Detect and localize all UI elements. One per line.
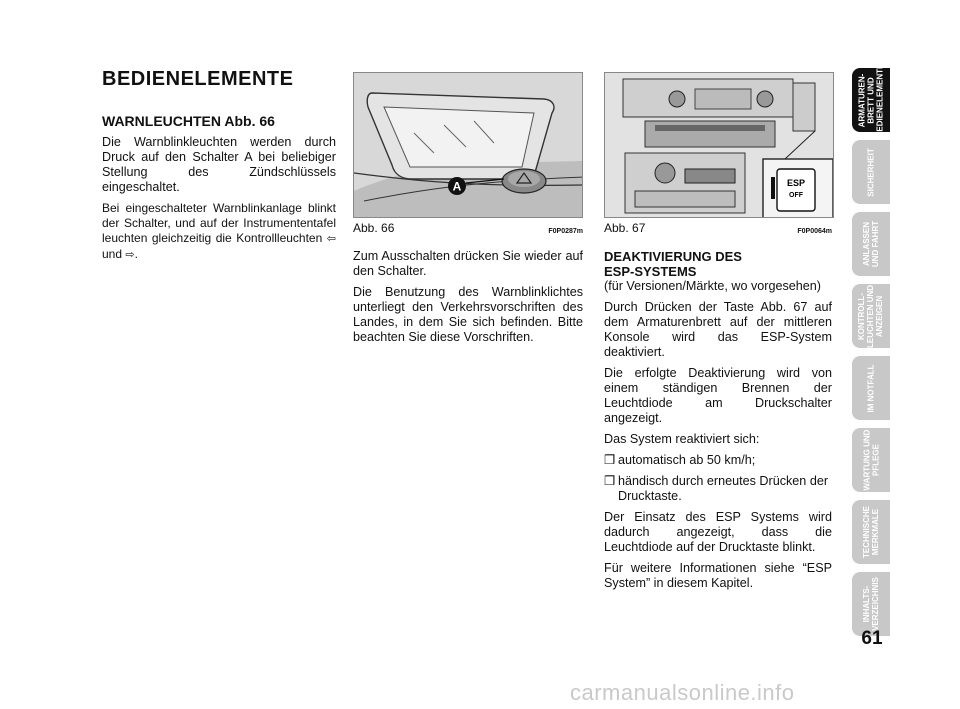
paragraph-esp-4: Der Einsatz des ESP Systems wird dadurch angezeigt, dass die Leuchtdiode auf der Drucktaste blinkt. <box>604 510 832 554</box>
column-1 <box>102 68 336 269</box>
list-item <box>604 453 832 468</box>
tab-anlassen[interactable] <box>852 212 890 276</box>
tab-label: WARTUNG UND PFLEGE <box>862 429 881 491</box>
figure-67-caption-row <box>604 221 832 235</box>
tab-armaturenbrett[interactable] <box>852 63 890 137</box>
chapter-tabs <box>852 63 890 644</box>
page-title: BEDIENELEMENTE <box>102 68 294 90</box>
off-label: OFF <box>789 192 803 199</box>
column-3 <box>604 72 832 597</box>
esp-heading-line-1: DEAKTIVIERUNG DES <box>604 249 742 264</box>
tab-wartung[interactable] <box>852 428 890 492</box>
figure-66-code: F0P0287m <box>548 228 583 235</box>
figure-66-caption: Abb. 66 <box>353 221 395 235</box>
tab-label: IM NOTFALL <box>866 364 876 412</box>
label-a: A <box>452 179 462 194</box>
turn-right-icon: ⇨ <box>125 249 135 261</box>
figure-67-console-image <box>604 72 834 218</box>
esp-heading-line-2: ESP-SYSTEMS <box>604 264 697 279</box>
section-heading-warnleuchten: WARNLEUCHTEN Abb. 66 <box>102 113 275 129</box>
esp-label: ESP <box>786 178 806 188</box>
paragraph-esp-2: Die erfolgte Deaktivierung wird von einem ständigen Brennen der Leuchtdiode am Druckschalter angezeigt. <box>604 366 832 425</box>
watermark: carmanualsonline.info <box>570 680 795 705</box>
and-word: und <box>102 247 123 261</box>
figure-67-caption: Abb. 67 <box>604 221 646 235</box>
figure-66-caption-row <box>353 221 583 235</box>
page-number: 61 <box>861 628 883 649</box>
tab-inhaltsverzeichnis[interactable] <box>852 572 890 636</box>
checkbox-bullet-icon: ❒ <box>604 453 616 467</box>
paragraph-esp-3: Das System reaktiviert sich: <box>604 432 760 446</box>
esp-off-button <box>777 169 815 211</box>
checkbox-bullet-icon: ❒ <box>604 474 616 488</box>
tab-sicherheit[interactable] <box>852 140 890 204</box>
column-2 <box>353 72 583 351</box>
paragraph-warnblink-2-text: Bei eingeschalteter Warnblinkanlage blinkt der Schalter, und auf der Instrumententafel leuchten gleichzeitig die Kontrollleuchten <box>102 201 336 245</box>
paragraph-esp-5: Für weitere Informationen siehe “ESP System” in diesem Kapitel. <box>604 561 832 590</box>
tab-label: SICHERHEIT <box>866 147 876 197</box>
dashboard-illustration <box>354 73 583 218</box>
turn-left-icon: ⇦ <box>326 233 336 245</box>
tab-label: KONTROLL- LEUCHTEN UND ANZEIGEN <box>857 284 885 348</box>
figure-66-dashboard-image <box>353 72 583 218</box>
tab-label: TECHNISCHE MERKMALE <box>862 505 881 559</box>
tab-label: INHALTS- VERZEICHNIS <box>862 577 881 631</box>
tab-im-notfall[interactable] <box>852 356 890 420</box>
list-item <box>604 474 832 504</box>
paragraph-ausschalten: Zum Ausschalten drücken Sie wieder auf den Schalter. <box>353 249 583 278</box>
tab-technische-merkmale[interactable] <box>852 500 890 564</box>
paragraph-end-dot: . <box>134 247 138 261</box>
paragraph-vorschriften: Die Benutzung des Warnblinklichtes unterliegt den Verkehrsvorschriften des Landes, in dem Sie sich befinden. Bitte beachten Sie diese Vorschriften. <box>353 285 583 344</box>
tab-label: ANLASSEN UND FAHRT <box>862 220 880 268</box>
versions-note: (für Versionen/Märkte, wo vorgesehen) <box>604 279 821 293</box>
tab-label: ARMATUREN- BRETT UND BEDIENELEMENTE <box>857 63 885 137</box>
list-item-text: automatisch ab 50 km/h; <box>618 453 756 467</box>
figure-67-code: F0P0064m <box>797 228 832 235</box>
list-item-text: händisch durch erneutes Drücken der Drucktaste. <box>618 474 829 503</box>
paragraph-esp-1: Durch Drücken der Taste Abb. 67 auf dem Armaturenbrett auf der mittleren Konsole wird das ESP-System deaktiviert. <box>604 300 832 359</box>
console-illustration <box>605 73 833 218</box>
paragraph-warnblink-2 <box>102 201 336 263</box>
tab-kontrollleuchten[interactable] <box>852 284 890 348</box>
paragraph-warnblink-1: Die Warnblinkleuchten werden durch Druck auf den Schalter A bei beliebiger Stellung des Zündschlüssels eingeschaltet. <box>102 135 336 194</box>
